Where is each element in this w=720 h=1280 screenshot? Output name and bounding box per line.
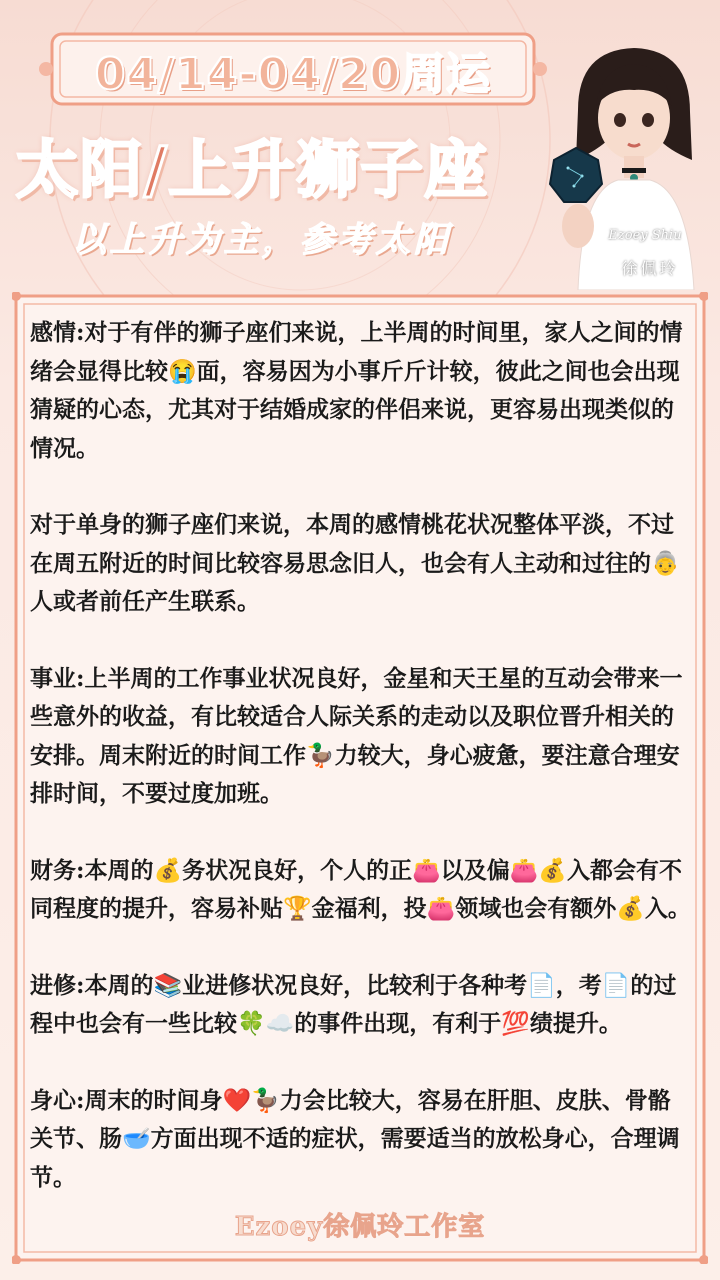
section-love-couples: 感情:对于有伴的狮子座们来说，上半周的时间里，家人之间的情绪会显得比较😭面，容易因为小事斤斤计较，彼此之间也会出现猜疑的心态，尤其对于结婚成家的伴侣来说，更容易出现类似的情况。 (30, 319, 683, 462)
section-career: 事业:上半周的工作事业状况良好，金星和天王星的互动会带来一些意外的收益，有比较适合人际关系的走动以及职位晋升相关的安排。周末附近的时间工作🦆力较大，身心疲惫，要注意合理安排时间，不要过度加班。 (30, 664, 683, 807)
section-health: 身心:周末的时间身❤️🦆力会比较大，容易在肝胆、皮肤、骨骼关节、肠🥣方面出现不适的症状，需要适当的放松身心，合理调节。 (30, 1086, 680, 1191)
section-love-singles: 对于单身的狮子座们来说，本周的感情桃花状况整体平淡，不过在周五附近的时间比较容易思念旧人，也会有人主动和过往的👵人或者前任产生联系。 (30, 511, 680, 615)
sign-title: 太阳/上升狮子座 (16, 133, 489, 206)
section-finance: 财务:本周的💰务状况良好，个人的正👛以及偏👛💰入都会有不同程度的提升，容易补贴🏆金福利，投👛领域也会有额外💰入。 (30, 856, 691, 922)
header (0, 0, 720, 300)
signature-en: Ezoey Shiu (608, 228, 682, 243)
section-study: 进修:本周的📚业进修状况良好，比较利于各种考📄，考📄的过程中也会有一些比较🍀☁️的事件出现，有利于💯绩提升。 (30, 971, 677, 1037)
studio-footer: Ezoey徐佩玲工作室 (234, 1212, 486, 1242)
signature-cn: 徐佩玲 (621, 259, 679, 278)
horoscope-content (30, 314, 692, 1197)
date-range-title: 04/14-04/20周运 (94, 49, 492, 100)
date-title-frame (38, 30, 548, 108)
crystal-ball-icon (548, 146, 604, 206)
subtitle: 以上升为主，参考太阳 (72, 220, 452, 260)
